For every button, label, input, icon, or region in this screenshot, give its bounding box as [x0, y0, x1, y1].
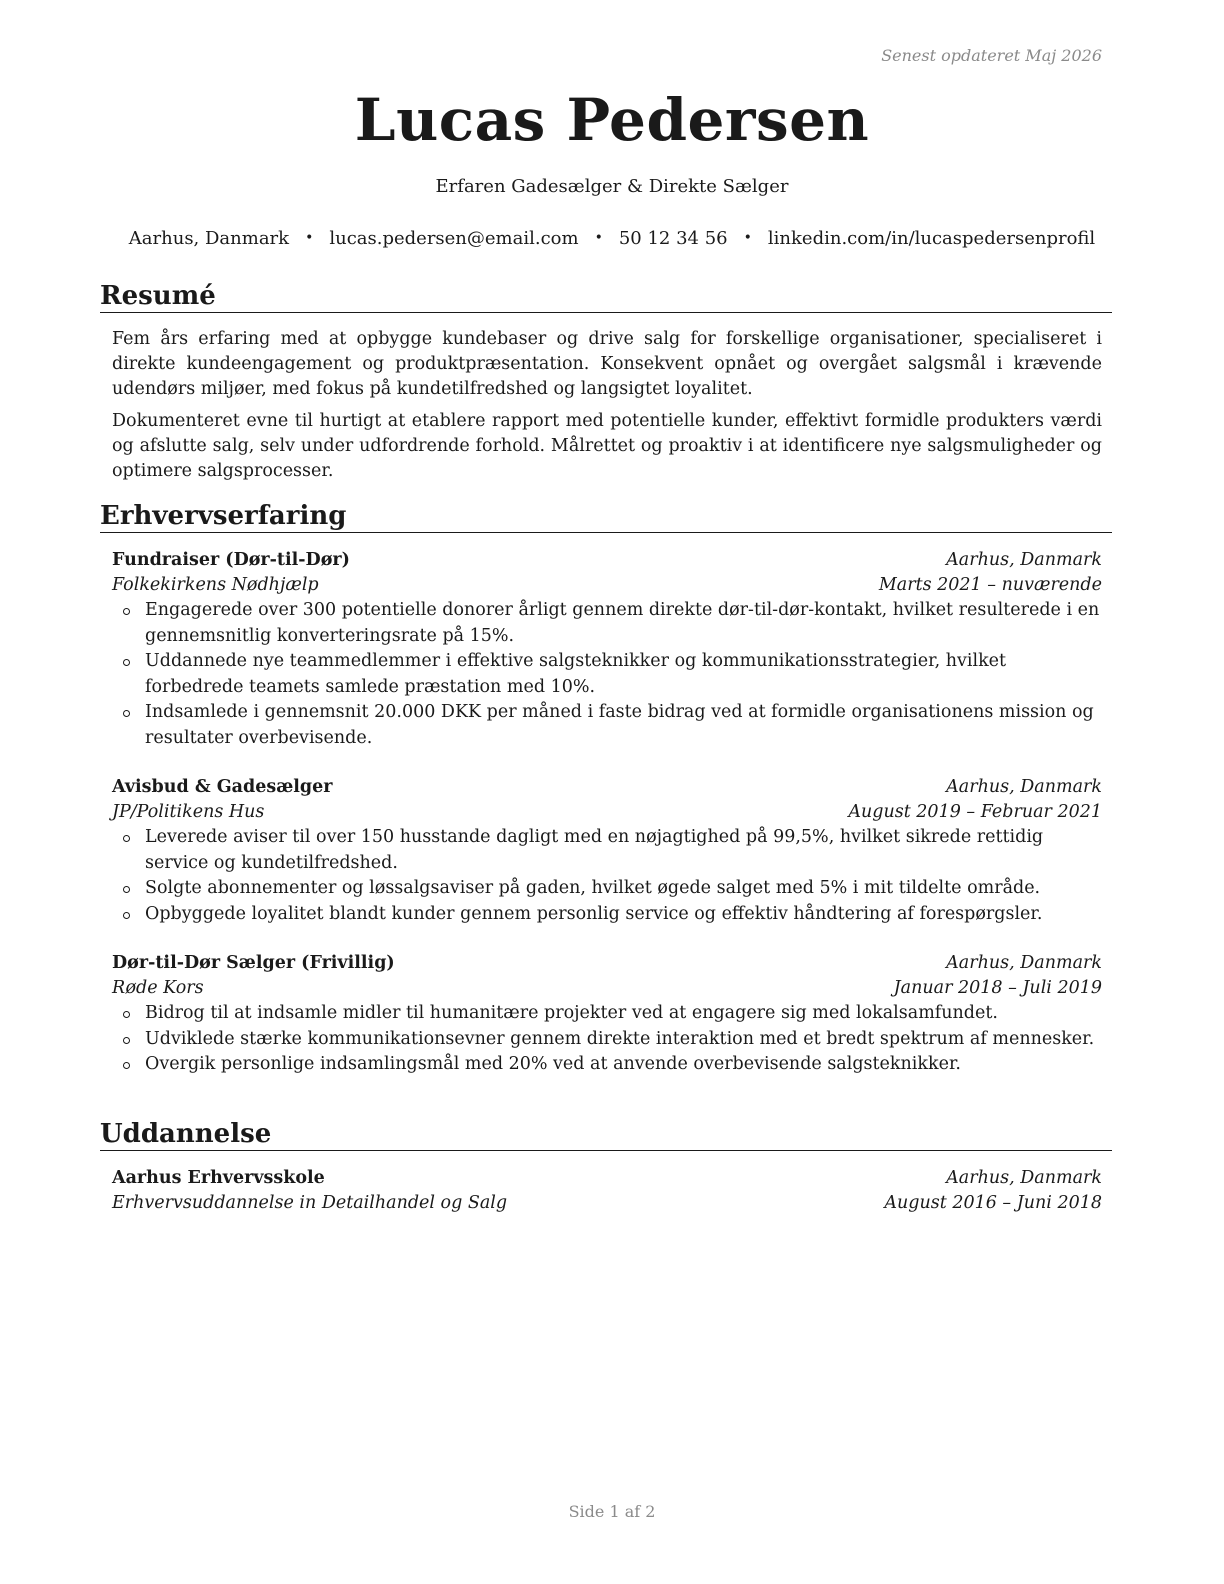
list-item	[112, 1027, 1102, 1053]
bullet-text: Solgte abonnementer og løssalgsaviser på gaden, hvilket øgede salget med 5% i mit tildelte område.	[145, 878, 1041, 898]
job-title: Fundraiser (Dør-til-Dør)	[112, 550, 350, 570]
job-entry	[112, 951, 1102, 1078]
bullet-circle-icon	[123, 1062, 130, 1069]
list-item	[112, 598, 1102, 649]
bullet-text: Opbyggede loyalitet blandt kunder gennem personlig service og effektiv håndtering af forespørgsler.	[145, 903, 1043, 924]
bullet-circle-icon	[123, 1037, 130, 1044]
separator-dot: •	[743, 230, 752, 246]
education-entry	[112, 1166, 1102, 1216]
job-title: Avisbud & Gadesælger	[112, 777, 333, 797]
bullet-text: Leverede aviser til over 150 husstande dagligt med en nøjagtighed på 99,5%, hvilket sikrede rettidig service og kundetilfredshed.	[145, 827, 1044, 873]
bullet-circle-icon	[123, 659, 130, 666]
list-item	[112, 876, 1102, 902]
education-section	[100, 1118, 1112, 1216]
list-item	[112, 902, 1102, 928]
job-entry	[112, 775, 1102, 927]
last-updated-note: Senest opdateret Maj 2026	[881, 46, 1102, 65]
bullet-text: Udviklede stærke kommunikationsevner gennem direkte interaktion med et bredt spektrum af mennesker.	[145, 1028, 1095, 1049]
school-location: Aarhus, Danmark	[946, 1168, 1102, 1188]
contact-phone: 50 12 34 56	[618, 228, 728, 249]
separator-dot: •	[305, 230, 314, 246]
education-dates: August 2016 – Juni 2018	[884, 1193, 1102, 1213]
job-organization: JP/Politikens Hus	[112, 802, 265, 822]
bullet-circle-icon	[123, 886, 130, 893]
job-location: Aarhus, Danmark	[946, 777, 1102, 797]
job-location: Aarhus, Danmark	[946, 550, 1102, 570]
list-item	[112, 1001, 1102, 1027]
list-item	[112, 1052, 1102, 1078]
candidate-tagline: Erfaren Gadesælger & Direkte Sælger	[435, 176, 789, 197]
summary-section	[100, 280, 1112, 484]
contact-line	[0, 228, 1224, 249]
page-number: Side 1 af 2	[568, 1502, 656, 1521]
bullet-circle-icon	[123, 1011, 130, 1018]
bullet-circle-icon	[123, 912, 130, 919]
job-title: Dør-til-Dør Sælger (Frivillig)	[112, 953, 395, 973]
job-dates: Januar 2018 – Juli 2019	[893, 978, 1102, 998]
bullet-circle-icon	[123, 835, 130, 842]
job-location: Aarhus, Danmark	[946, 953, 1102, 973]
separator-dot: •	[594, 230, 603, 246]
section-heading: Resumé	[100, 280, 1112, 313]
job-bullets	[112, 598, 1102, 751]
job-organization: Folkekirkens Nødhjælp	[112, 575, 319, 595]
job-bullets	[112, 1001, 1102, 1078]
list-item	[112, 700, 1102, 751]
job-dates: Marts 2021 – nuværende	[878, 575, 1102, 595]
contact-linkedin-link[interactable]: linkedin.com/in/lucaspedersenprofil	[767, 228, 1096, 249]
candidate-name: Lucas Pedersen	[354, 86, 870, 154]
bullet-circle-icon	[123, 608, 130, 615]
bullet-text: Overgik personlige indsamlingsmål med 20% ved at anvende overbevisende salgsteknikker.	[145, 1054, 961, 1074]
section-heading: Uddannelse	[100, 1118, 1112, 1151]
job-bullets	[112, 825, 1102, 927]
bullet-text: Uddannede nye teammedlemmer i effektive salgsteknikker og kommunikationsstrategier, hvilket forbedrede teamets samlede præstation med 10%.	[145, 651, 1007, 697]
job-organization: Røde Kors	[112, 978, 204, 998]
summary-paragraph: Dokumenteret evne til hurtigt at etablere rapport med potentielle kunder, effektivt formidle produkters værdi og afslutte salg, selv under udfordrende forhold. Målrettet og proaktiv i at identificere nye salgsmuligheder og optimere salgsprocesser.	[112, 411, 1102, 481]
bullet-text: Bidrog til at indsamle midler til humanitære projekter ved at engagere sig med lokalsamfundet.	[145, 1003, 998, 1023]
school-name: Aarhus Erhvervsskole	[112, 1168, 325, 1188]
summary-paragraph: Fem års erfaring med at opbygge kundebaser og drive salg for forskellige organisationer, specialiseret i direkte kundeengagement og produktpræsentation. Konsekvent opnået og overgået salgsmål i krævende udendørs miljøer, med fokus på kundetilfredshed og langsigtet loyalitet.	[112, 329, 1102, 399]
section-heading: Erhvervserfaring	[100, 500, 1112, 533]
job-entry	[112, 548, 1102, 751]
bullet-circle-icon	[123, 710, 130, 717]
contact-email-link[interactable]: lucas.pedersen@email.com	[329, 228, 579, 249]
bullet-text: Engagerede over 300 potentielle donorer årligt gennem direkte dør-til-dør-kontakt, hvilket resulterede i en gennemsnitlig konverteringsrate på 15%.	[145, 600, 1100, 646]
list-item	[112, 649, 1102, 700]
bullet-text: Indsamlede i gennemsnit 20.000 DKK per måned i faste bidrag ved at formidle organisationens mission og resultater overbevisende.	[145, 702, 1094, 748]
contact-location: Aarhus, Danmark	[128, 228, 290, 249]
experience-section	[100, 500, 1112, 1078]
job-dates: August 2019 – Februar 2021	[848, 802, 1102, 822]
list-item	[112, 825, 1102, 876]
degree-name: Erhvervsuddannelse in Detailhandel og Salg	[112, 1193, 508, 1213]
